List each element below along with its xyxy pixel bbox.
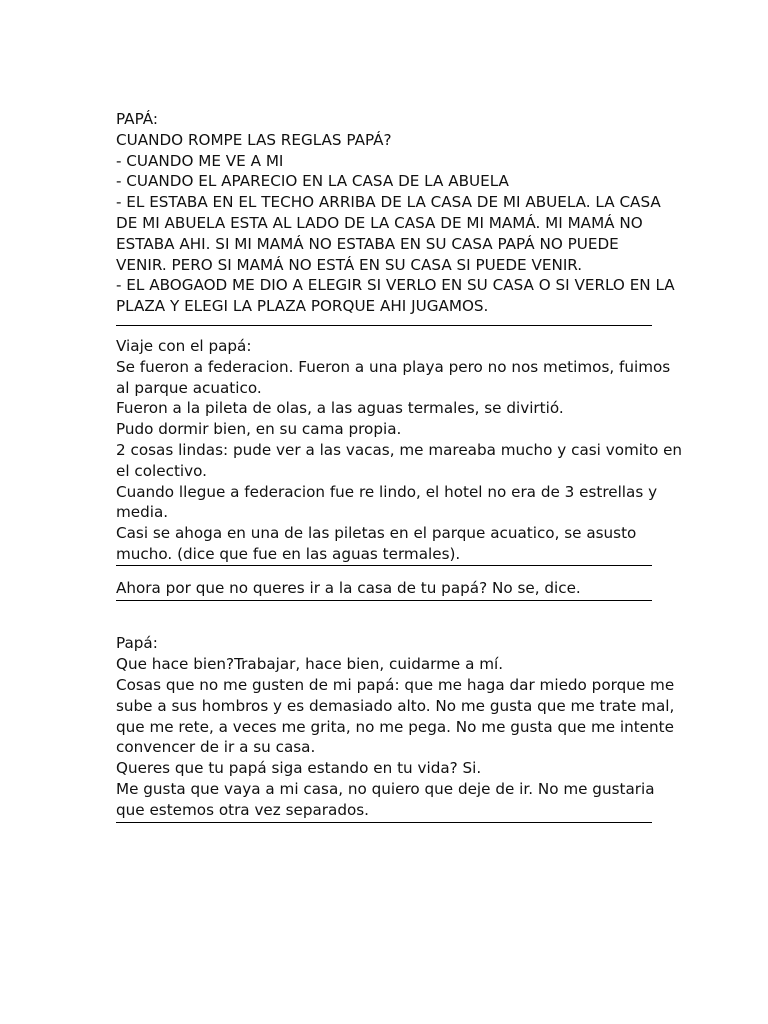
text-line: Me gusta que vaya a mi casa, no quiero que deje de ir. No me gustaria — [116, 779, 655, 798]
text-line: DE MI ABUELA ESTA AL LADO DE LA CASA DE MI MAMÁ. MI MAMÁ NO — [116, 213, 643, 232]
text-line: 2 cosas lindas: pude ver a las vacas, me mareaba mucho y casi vomito en — [116, 440, 683, 459]
text-line: que estemos otra vez separados. — [116, 800, 370, 819]
heading-papa-lower: Papá: — [116, 634, 158, 653]
text-line: PLAZA Y ELEGI LA PLAZA PORQUE AHI JUGAMOS. — [116, 297, 489, 316]
text-line: Queres que tu papá siga estando en tu vida? Si. — [116, 759, 482, 778]
horizontal-rule — [116, 325, 652, 326]
text-line: VENIR. PERO SI MAMÁ NO ESTÁ EN SU CASA SI PUEDE VENIR. — [116, 255, 583, 274]
text-line: media. — [116, 503, 169, 522]
heading-viaje: Viaje con el papá: — [116, 336, 252, 355]
text-line: - EL ESTABA EN EL TECHO ARRIBA DE LA CASA DE MI ABUELA. LA CASA — [116, 193, 661, 212]
text-line: - CUANDO ME VE A MI — [116, 151, 284, 170]
text-line: Pudo dormir bien, en su cama propia. — [116, 420, 402, 439]
text-line: que me rete, a veces me grita, no me pega. No me gusta que me intente — [116, 717, 674, 736]
text-line: - CUANDO EL APARECIO EN LA CASA DE LA ABUELA — [116, 172, 509, 191]
section-papa-uppercase — [116, 109, 675, 317]
text-line: Cuando llegue a federacion fue re lindo, el hotel no era de 3 estrellas y — [116, 482, 658, 501]
section-viaje — [116, 336, 683, 565]
blank-line — [116, 613, 652, 634]
text-line: ESTABA AHI. SI MI MAMÁ NO ESTABA EN SU CASA PAPÁ NO PUEDE — [116, 234, 619, 253]
text-line: al parque acuatico. — [116, 378, 262, 397]
text-line: mucho. (dice que fue en las aguas termales). — [116, 544, 461, 563]
horizontal-rule — [116, 565, 652, 566]
text-line: Casi se ahoga en una de las piletas en el parque acuatico, se asusto — [116, 524, 637, 543]
text-line: Que hace bien?Trabajar, hace bien, cuidarme a mí. — [116, 655, 504, 674]
text-line: Se fueron a federacion. Fueron a una playa pero no nos metimos, fuimos — [116, 357, 671, 376]
section-question — [116, 578, 652, 599]
text-line: Cosas que no me gusten de mi papá: que me haga dar miedo porque me — [116, 675, 675, 694]
text-line: - EL ABOGAOD ME DIO A ELEGIR SI VERLO EN SU CASA O SI VERLO EN LA — [116, 276, 675, 295]
text-line: sube a sus hombros y es demasiado alto. No me gusta que me trate mal, — [116, 696, 675, 715]
section-papa — [116, 613, 675, 821]
text-line: Fueron a la pileta de olas, a las aguas termales, se divirtió. — [116, 399, 564, 418]
document-page — [116, 109, 683, 823]
text-line: convencer de ir a su casa. — [116, 738, 316, 757]
horizontal-rule — [116, 822, 652, 823]
text-line: CUANDO ROMPE LAS REGLAS PAPÁ? — [116, 130, 392, 149]
text-line: Ahora por que no queres ir a la casa de tu papá? No se, dice. — [116, 578, 581, 597]
heading-papa: PAPÁ: — [116, 110, 159, 128]
horizontal-rule — [116, 600, 652, 601]
text-line: el colectivo. — [116, 461, 207, 480]
